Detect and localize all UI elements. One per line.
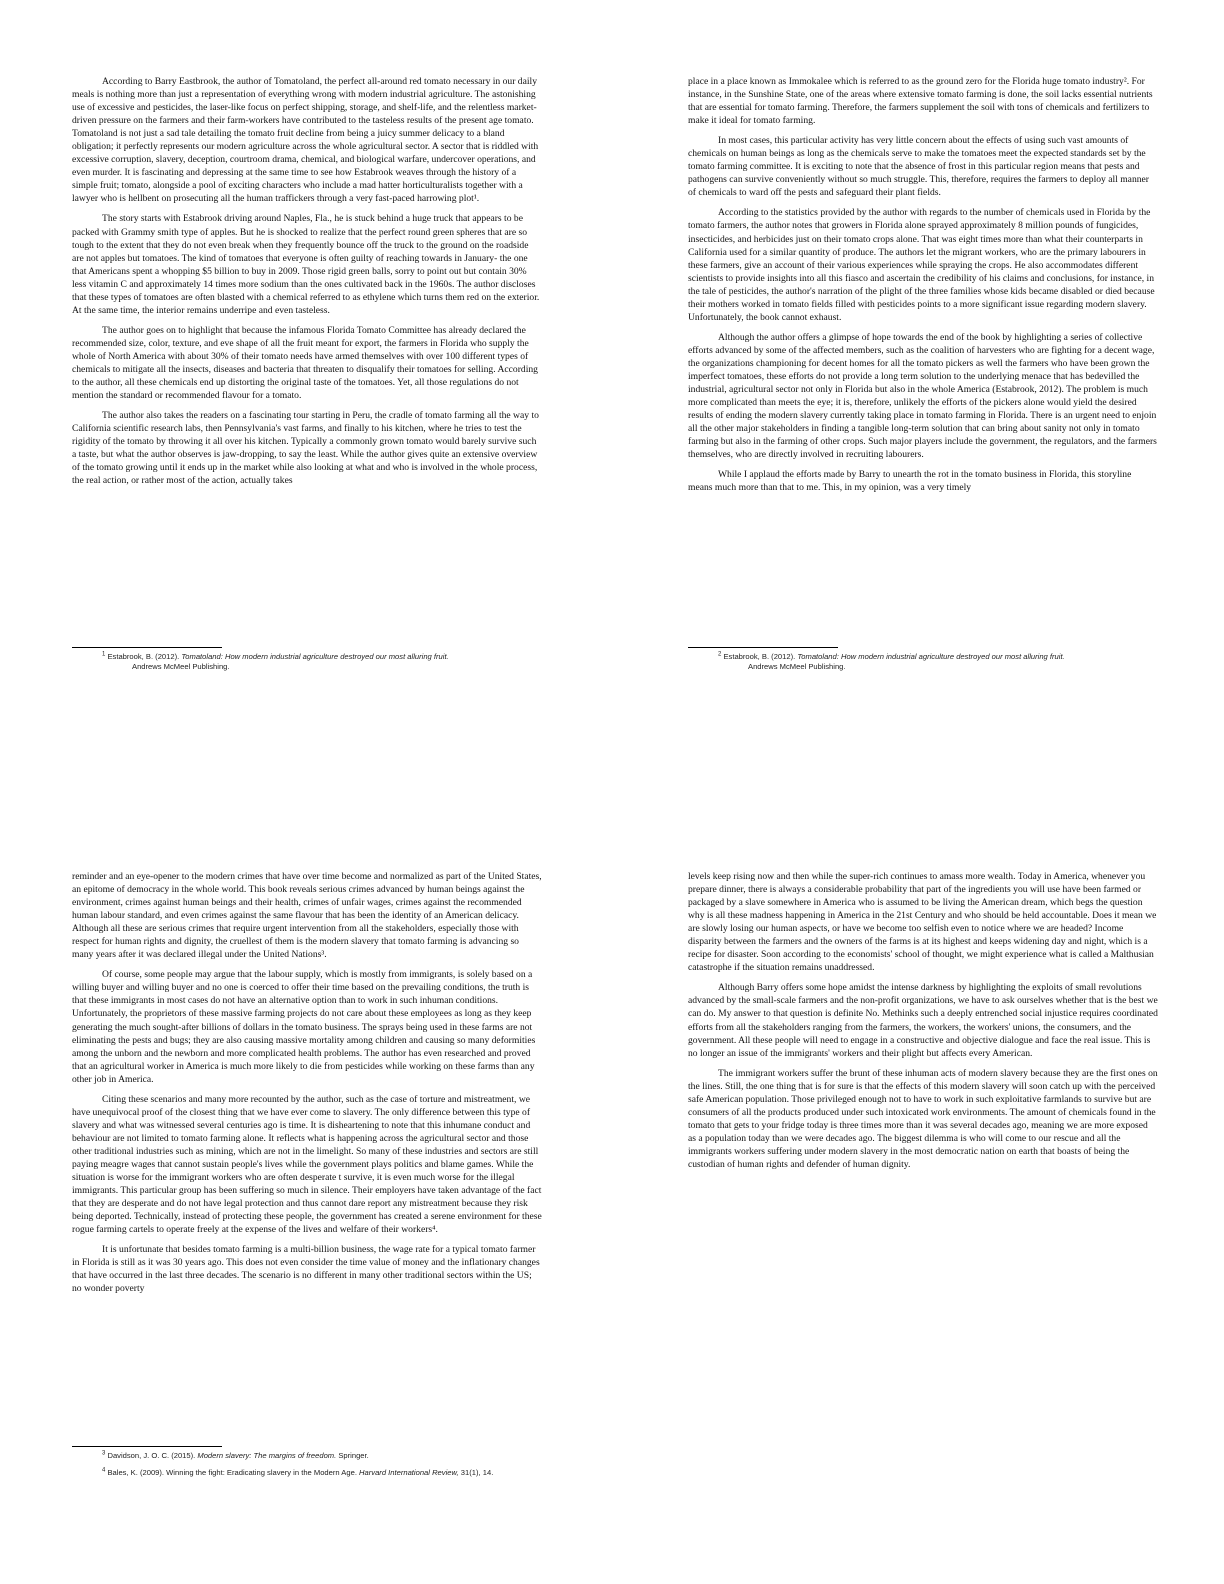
paragraph: The author goes on to highlight that because the infamous Florida Tomato Committee has already declared the recommended size, color, texture, and eve shape of all the fruit meant for export, the farmers in Florida who supply the whole of North America with about 30% of their tomato needs have armed themselves with over 100 different types of chemicals to mitigate all the insects, diseases and bacteria that threaten to disqualify their tomatoes for selling. According to the author, all these chemicals end up distorting the original taste of the tomatoes. Yet, all those regulations do not mention the standard or recommended flavour for a tomato. bbox=[72, 324, 538, 402]
paragraph: Citing these scenarios and many more recounted by the author, such as the case of torture and mistreatment, we have unequivocal proof of the closest thing that we have ever come to slavery. The only difference between this type of slavery and what was witnessed several centuries ago is time. It is disheartening to note that this inhumane conduct and behaviour are not limited to tomato farming alone. It reflects what is happening across the agricultural sector and those other traditional industries such as mining, which are not in the limelight. So many of these industries and sectors are still paying meagre wages that cannot sustain people's lives while the government plays politics and blame games. While the situation is worse for the immigrant workers who are often desperate t survive, it is even much worse for the illegal immigrants. This particular group has been suffering so much in silence. Their employers have taken advantage of the fact that they are desperate and do not have legal protection and thus cannot dare report any mistreatment because they risk being deported. Technically, instead of protecting these people, the government has created a serene environment for these rogue farming cartels to operate freely at the expense of the lives and welfare of their workers⁴. bbox=[72, 1093, 542, 1236]
footnote-rule bbox=[72, 1446, 222, 1447]
paragraph: Although Barry offers some hope amidst the intense darkness by highlighting the exploits of small revolutions advanced by the small-scale farmers and the non-profit organizations, we have to ask ourselves whether that is the best we can do. My answer to that question is definite No. Methinks such a deeply entrenched social injustice requires coordinated efforts from all the stakeholders ranging from the farmers, the workers, the workers' unions, the consumers, and the government. All these people will need to engage in a constructive and objective dialogue and face the real issue. This is no longer an issue of the immigrants' workers and their plight but affects every American. bbox=[688, 982, 1158, 1059]
paragraph: It is unfortunate that besides tomato farming is a multi-billion business, the wage rate for a typical tomato farmer in Florida is still as it was 30 years ago. This does not even consider the time value of money and the inflationary changes that have occurred in the last three decades. The scenario is no different in many other traditional sectors within the US; no wonder poverty bbox=[72, 1244, 540, 1295]
footnote-rule bbox=[72, 647, 222, 648]
paragraph: reminder and an eye-opener to the modern crimes that have over time become and normalized as part of the United States, an epitome of democracy in the whole world. This book reveals serious crimes advanced by human beings against the environment, crimes against human beings and their health, crimes of unfair wages, crimes against the recommended human labour standard, and even crimes against the same flavour that has been the identity of an American delicacy. Although all these are serious crimes that require urgent intervention from all the stakeholders, especially those with respect for human rights and dignity, the cruellest of them is the modern slavery that tomato farming is advancing so many years after it was declared illegal under the United Nations³. bbox=[72, 871, 542, 961]
footnotes bbox=[72, 1446, 542, 1485]
paragraph: The author also takes the readers on a fascinating tour starting in Peru, the cradle of tomato farming all the way to California scientific research labs, then Pennsylvania's vast farms, and finally to his kitchen, where he tries to test the rigidity of the tomato by throwing it all over his kitchen. Typically a commonly grown tomato would barely survive such a taste, but what the author observes is jaw-dropping, to say the least. While the author gives quite an extensive overview of the tomato growing until it ends up in the market while also looking at what and who is involved in the whole process, the real action, or rather most of the action, actually takes bbox=[72, 410, 539, 487]
footnote: $^1$ Estabrook, B. (2012). Tomatoland: How modern industrial agriculture destroyed our most alluring fruit. Andrews McMeel Publishing. bbox=[102, 651, 449, 671]
paragraph: In most cases, this particular activity has very little concern about the effects of using such vast amounts of chemicals on human beings as long as the chemicals serve to make the tomatoes meet the expected standards set by the tomato farming committee. It is exciting to note that the absence of frost in this particular region means that pests and pathogens can survive conveniently without so much struggle. This, therefore, requires the farmers to deploy all manner of chemicals to ward off the pests and safeguard their plant fields. bbox=[688, 135, 1149, 199]
paragraph: According to the statistics provided by the author with regards to the number of chemicals used in Florida by the tomato farmers, the author notes that growers in Florida alone sprayed approximately 8 million pounds of fungicides, insecticides, and herbicides just on their tomato crops alone. That was eight times more than what their counterparts in California used for a similar quantity of produce. The authors let the migrant workers, who are the primary labourers in these farmers, give an account of their various experiences while spraying the crops. He also accommodates different scientists to provide insights into all this fiasco and ascertain the credibility of his claims and conclusions, for instance, in the tale of pesticides, the author's narration of the plight of the three families whose kids became disabled or died because their mothers worked in tomato fields filled with pesticides points to a more significant issue regarding modern slavery. Unfortunately, the book cannot exhaust. bbox=[688, 207, 1155, 323]
paragraph: The story starts with Estabrook driving around Naples, Fla., he is stuck behind a huge truck that appears to be packed with Grammy smith type of apples. But he is shocked to realize that the perfect round green spheres that are so tough to the extent that they do not even break when they frequently bounce off the truck to the ground on the roadside are not apples but tomatoes. The kind of tomatoes that everyone is often guilty of reaching towards in January- the one that Americans spent a whopping $5 billion to buy in 2009. Those rigid green balls, sorry to point out but contain 30% less vitamin C and approximately 14 times more sodium than the ones cultivated back in the 1960s. The author discloses that these types of tomatoes are often blasted with a chemical referred to as ethylene which turns them red on the exterior. At the same time, the interior remains underripe and even tasteless. bbox=[72, 213, 540, 316]
footnotes bbox=[688, 647, 1158, 679]
paragraph: levels keep rising now and then while the super-rich continues to amass more wealth. Today in America, whenever you prepare dinner, there is always a considerable probability that part of the ingredients you will use have been farmed or packaged by a slave somewhere in America who is assumed to be living the American dream, which begs the question why is all these madness happening in America in the 21st Century and who should be held accountable. Does it mean we are slowly losing our human aspects, or have we become too selfish even to notice where we are headed? Income disparity between the farmers and the owners of the farms is at its highest and keeps widening day and night, which is a recipe for disaster. Soon according to the economists' school of thought, we might experience what is called a Malthusian catastrophe if the situation remains unaddressed. bbox=[688, 871, 1157, 974]
footnotes bbox=[72, 647, 542, 679]
page-4 bbox=[688, 870, 1158, 1178]
paragraph: According to Barry Eastbrook, the author of Tomatoland, the perfect all-around red tomato necessary in our daily meals is nothing more than just a representation of everything wrong with modern industrial agriculture. The astonishing use of excessive and pesticides, the laser-like focus on perfect shipping, storage, and shelf-life, and the relentless market-driven pressure on the farmers and their farm-workers have contributed to the tasteless results of the present age tomato. Tomatoland is not just a sad tale detailing the tomato fruit decline from being a juicy summer delicacy to a bland obligation; it perfectly represents our modern agriculture across the whole agricultural sector. A sector that is riddled with excessive corruption, slavery, deception, courtroom drama, chemical, and biological warfare, undercover operations, and even murder. It is fascinating and depressing at the same time to see how Estabrook weaves through the history of a simple fruit; tomato, alongside a pool of exciting characters who include a mad hatter horticulturalists together with a lawyer who is hellbent on prosecuting all the human traffickers through a very fast-paced harrowing plot¹. bbox=[72, 76, 539, 205]
footnote-rule bbox=[688, 647, 838, 648]
paragraph: place in a place known as Immokalee which is referred to as the ground zero for the Florida huge tomato industry². For instance, in the Sunshine State, one of the areas where extensive tomato farming is done, the soil lacks essential nutrients that are essential for tomato farming. Therefore, the farmers supplement the soil with tons of chemicals and fertilizers to make it ideal for tomato farming. bbox=[688, 76, 1153, 127]
footnote: $^4$ Bales, K. (2009). Winning the fight: Eradicating slavery in the Modern Age. Harvard International Review, 31(1), 14. bbox=[102, 1467, 494, 1477]
footnote: $^3$ Davidson, J. O. C. (2015). Modern slavery: The margins of freedom. Springer. bbox=[102, 1450, 369, 1460]
paragraph: The immigrant workers suffer the brunt of these inhuman acts of modern slavery because they are the first ones on the lines. Still, the one thing that is for sure is that the effects of this modern slavery will soon catch up with the perceived safe American population. Those privileged enough not to have to work in such exploitative farmlands to survive but are consumers of all the products produced under such intoxicated work environments. The amount of chemicals found in the tomato that gets to your fridge today is three times more than it was several decades ago, meaning we are more exposed as a population today than we were decades ago. The biggest dilemma is who will come to our rescue and all the immigrants workers suffering under modern slavery in the most democratic nation on earth that boasts of being the custodian of human rights and defender of human dignity. bbox=[688, 1067, 1158, 1170]
paragraph: Although the author offers a glimpse of hope towards the end of the book by highlighting a series of collective efforts advanced by some of the affected members, such as the coalition of harvesters who are fighting for a decent wage, the organizations championing for decent homes for all the tomato pickers as well the farmers who have been grown the imperfect tomatoes, these efforts do not provide a long term solution to the underlying menace that has bedevilled the industrial, agricultural sector not only in Florida but also in the whole America (Estabrook, 2012). The problem is much more complicated than meets the eye; it is, therefore, unlikely the efforts of the pickers alone would yield the desired results of ending the modern slavery currently taking place in tomato farming in Florida. There is an urgent need to enjoin all the other major stakeholders in finding a tangible long-term solution that can bring about sanity not only in tomato farming but also in the farming of other crops. Such major players include the government, the regulators, and the farmers themselves, who are directly involved in recruiting labourers. bbox=[688, 331, 1157, 461]
paragraph: Of course, some people may argue that the labour supply, which is mostly from immigrants, is solely based on a willing buyer and willing buyer and no one is coerced to offer their time based on the prevailing conditions, the truth is that these immigrants in most cases do not have an alternative option than to work in such inhuman conditions. Unfortunately, the proprietors of these massive farming projects do not care about these employees as long as they keep generating the much sought-after billions of dollars in the tomato business. The sprays being used in these farms are not eliminating the pests and bugs; they are also causing massive mortality among children and causing so many deformities among the unborn and the newborn and more complicated health problems. The author has even researched and proved that an agricultural worker in America is much more likely to die from pesticides while working on these farms than any other job in America. bbox=[72, 969, 536, 1085]
page-1 bbox=[72, 75, 542, 671]
page-3 bbox=[72, 870, 542, 1477]
footnote: $^2$ Estabrook, B. (2012). Tomatoland: How modern industrial agriculture destroyed our most alluring fruit. Andrews McMeel Publishing. bbox=[718, 651, 1065, 671]
paragraph: While I applaud the efforts made by Barry to unearth the rot in the tomato business in Florida, this storyline means much more than that to me. This, in my opinion, was a very timely bbox=[688, 469, 1132, 494]
page-2 bbox=[688, 75, 1158, 671]
